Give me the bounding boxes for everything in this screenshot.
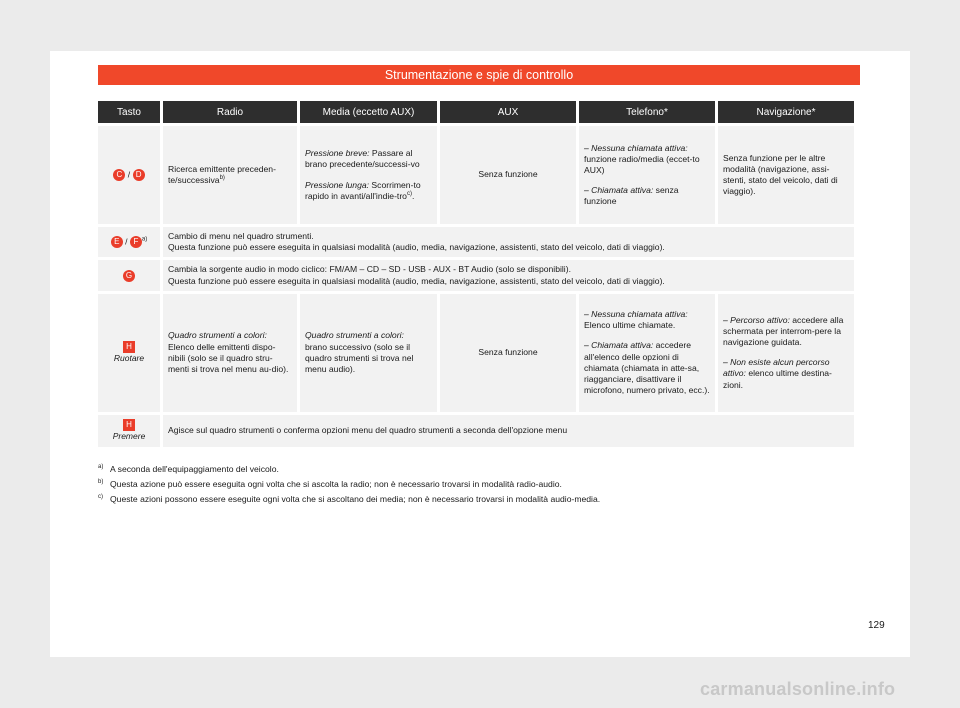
column-header-media: Media (eccetto AUX) xyxy=(300,101,437,123)
navigazione-cell xyxy=(718,294,854,412)
footnote-ref: b) xyxy=(219,175,225,182)
table-row xyxy=(98,415,854,447)
controls-table xyxy=(95,98,857,450)
tel-text-none: Elenco ultime chiamate. xyxy=(584,320,676,331)
section-title: Strumentazione e spie di controllo xyxy=(98,65,860,85)
radio-text: Elenco delle emittenti dispo-nibili (solo se il quadro stru-menti si trova nel menu au-dio). xyxy=(168,341,289,374)
tel-text-active: accedere all'elenco delle opzioni di chiamata (chiamata in atte-sa, riagganciare, disattivare il microfono, numero privato, ecc.). xyxy=(584,340,710,396)
table-row xyxy=(98,227,854,257)
key-separator: / xyxy=(127,169,131,180)
media-cell xyxy=(300,294,437,412)
footnotes xyxy=(98,464,860,509)
tel-label-active: – Chiamata attiva: xyxy=(584,340,654,351)
media-label-short: Pressione breve: xyxy=(305,148,370,159)
column-header-aux: AUX xyxy=(440,101,576,123)
key-c-icon: C xyxy=(113,169,125,181)
radio-text: Ricerca emittente preceden-te/successiva xyxy=(168,163,276,185)
description-line: Cambio di menu nel quadro strumenti. xyxy=(168,231,314,241)
key-cell xyxy=(98,294,160,412)
column-header-tasto: Tasto xyxy=(98,101,160,123)
watermark: carmanualsonline.info xyxy=(700,679,896,699)
media-label: Quadro strumenti a colori: xyxy=(305,330,404,341)
tel-label-none: – Nessuna chiamata attiva: xyxy=(584,142,688,153)
media-text: brano successivo (solo se il quadro strumenti si trova nel menu audio). xyxy=(305,341,414,374)
table-row xyxy=(98,294,854,412)
media-text-short: Passare al brano precedente/successi-vo xyxy=(305,148,420,170)
radio-label: Quadro strumenti a colori: xyxy=(168,330,267,341)
key-action-label: Ruotare xyxy=(113,353,145,364)
page-number: 129 xyxy=(868,620,885,631)
footnote-mark: c) xyxy=(98,494,103,501)
tel-label-active: – Chiamata attiva: xyxy=(584,185,654,196)
key-action-label: Premere xyxy=(112,431,146,442)
footnote-text: Questa azione può essere eseguita ogni volta che si ascolta la radio; non è necessario trovarsi in modalità radio-audio. xyxy=(110,479,562,489)
footnote xyxy=(98,479,860,489)
press-knob-icon: H xyxy=(123,419,135,431)
key-separator: / xyxy=(125,236,128,247)
radio-cell xyxy=(163,126,297,224)
footnote-mark: a) xyxy=(98,464,104,471)
telefono-cell xyxy=(579,294,715,412)
footnote-ref: c) xyxy=(406,190,412,197)
column-header-radio: Radio xyxy=(163,101,297,123)
radio-cell xyxy=(163,294,297,412)
description-line: Cambia la sorgente audio in modo ciclico: FM/AM – CD – SD - USB - AUX - BT Audio (solo se disponibili). xyxy=(168,264,571,275)
description-cell xyxy=(163,227,854,257)
footnote-text: A seconda dell'equipaggiamento del veicolo. xyxy=(110,464,279,474)
key-cell xyxy=(98,227,160,257)
media-label-long: Pressione lunga: xyxy=(305,179,370,190)
key-d-icon: D xyxy=(133,169,145,181)
media-cell: Pressione breve: Passare al brano precedente/successi-vo Pressione lunga: Scorrimen-to rapido in avanti/all'indie-tro$^{c)}$. xyxy=(300,126,437,224)
footnote xyxy=(98,464,860,474)
key-cell xyxy=(98,260,160,290)
table-row xyxy=(98,126,854,224)
key-e-icon: E xyxy=(111,236,123,248)
media-text-long: Scorrimen-to rapido in avanti/all'indie-tro xyxy=(305,179,421,201)
footnote-ref: a) xyxy=(141,236,148,243)
footnote xyxy=(98,494,860,504)
nav-text-active: accedere alla schermata per interrom-pere la navigazione guidata. xyxy=(723,314,844,348)
navigazione-cell: Senza funzione per le altre modalità (navigazione, assi-stenti, stato del veicolo, dati di viaggio). xyxy=(718,126,854,224)
nav-text-none: elenco ultime destina-zioni. xyxy=(723,368,832,390)
tel-text-none: funzione radio/media (eccet-to AUX) xyxy=(584,153,700,175)
column-header-navigazione: Navigazione* xyxy=(718,101,854,123)
footnote-text: Queste azioni possono essere eseguite ogni volta che si ascoltano dei media; non è necessario trovarsi in modalità audio-media. xyxy=(110,494,601,504)
footnote-mark: b) xyxy=(98,479,104,486)
table-row xyxy=(98,260,854,290)
description-cell xyxy=(163,260,854,290)
table-header-row xyxy=(98,101,854,123)
description-cell: Agisce sul quadro strumenti o conferma opzioni menu del quadro strumenti a seconda dell'opzione menu xyxy=(163,415,854,447)
telefono-cell xyxy=(579,126,715,224)
column-header-telefono: Telefono* xyxy=(579,101,715,123)
description-line: Questa funzione può essere eseguita in qualsiasi modalità (audio, media, navigazione, assistenti, stato del veicolo, dati di viaggio). xyxy=(168,242,665,253)
description-line: Questa funzione può essere eseguita in qualsiasi modalità (audio, media, navigazione, assistenti, stato del veicolo, dati di viaggio). xyxy=(168,275,665,286)
rotary-knob-icon: H xyxy=(123,341,135,353)
key-cell xyxy=(98,126,160,224)
aux-cell: Senza funzione xyxy=(440,126,576,224)
nav-label-active: – Percorso attivo: xyxy=(723,314,790,325)
key-f-icon: F xyxy=(130,236,142,248)
nav-label-none: – Non esiste alcun percorso attivo: xyxy=(723,357,830,379)
key-g-icon: G xyxy=(123,270,135,282)
key-cell xyxy=(98,415,160,447)
aux-cell: Senza funzione xyxy=(440,294,576,412)
tel-text-active: senza funzione xyxy=(584,185,679,207)
tel-label-none: – Nessuna chiamata attiva: xyxy=(584,309,688,320)
